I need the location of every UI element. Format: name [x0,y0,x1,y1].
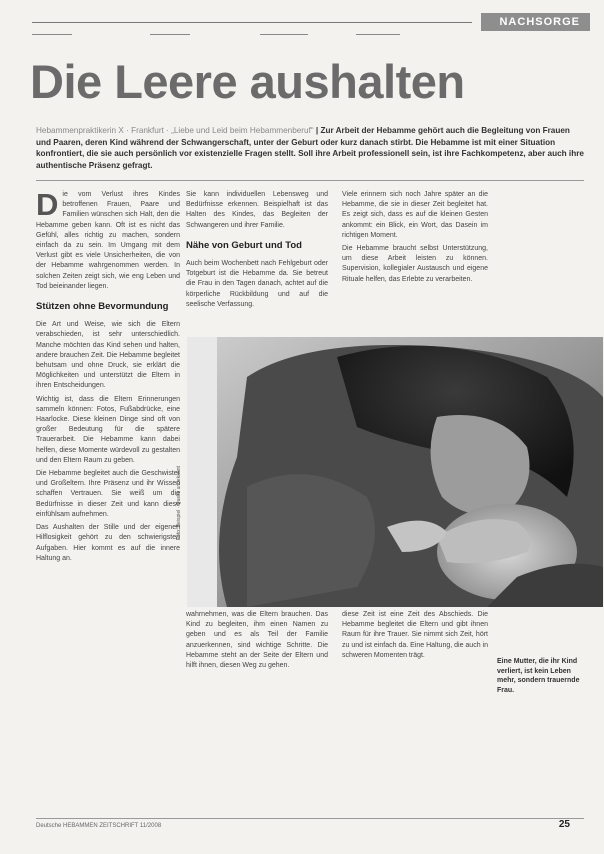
subheading: Nähe von Geburt und Tod [186,239,302,251]
article-photo [187,337,603,607]
subheading: Stützen ohne Bevormundung [36,301,169,313]
paragraph: diese Zeit ist eine Zeit des Abschieds. Die Hebamme begleitet die Eltern und gibt ihnen Raum für ihre Trauer. Sie nimmt sich Zeit, hört zu und ist einfach da. Eine Haltung, die auch in schweren Momenten trägt. [342,611,488,659]
photo-caption: Eine Mutter, die ihr Kind verliert, ist kein Leben mehr, sondern trauernde Frau. [497,658,580,694]
mother-baby-photo [187,337,603,607]
paragraph: Die Hebamme begleitet auch die Geschwister und Großeltern. Ihre Präsenz und ihr Wissen schaffen Vertrauen. Sie weiß um die Bedürfnisse in dieser Zeit und kann diese einfühlsam aufnehmen. [36,470,180,518]
paragraph: wahrnehmen, was die Eltern brauchen. Das Kind zu begleiten, ihm einen Namen zu geben und es als Teil der Familie anzuerkennen, sind wichtige Schritte. Die Hebamme steht an der Seite der Eltern und hilft ihnen, diesen Weg zu gehen. [186,611,328,670]
column-2-bottom [186,610,328,674]
column-2 [186,190,328,313]
drop-cap: D [36,187,59,222]
photo-credit: Foto: Beispiel · Quelle unbekannt [176,466,182,540]
paragraph: Viele erinnern sich noch Jahre später an die Hebamme, die sie in dieser Zeit begleitet hat. Es zeigt sich, dass es auf die kleinen Gesten ankommt: ein Blick, ein Wort, das Dasein im richtigen Moment. [342,191,488,239]
footer-rule [36,818,584,819]
column-3-bottom [342,610,488,664]
paragraph: Das Aushalten der Stille und der eigenen Hilflosigkeit gehört zu den schwierigsten Aufgaben. Hier kommt es auf die innere Haltung an. [36,524,180,562]
intro-text: Zur Arbeit der Hebamme gehört auch die Begleitung von Frauen und Paaren, deren Kind während der Schwangerschaft, unter der Geburt oder kurz danach stirbt. Die Hebamme ist mit einer Situation konfrontiert, die sie auch persönlich vor existenzielle Fragen stellt. Soll ihre Arbeit professionell sein, ist ihre Fachkompetenz, aber auch ihre authentische Präsenz gefragt. [36,126,584,170]
intro-author: Hebammenpraktikerin X · Frankfurt · „Liebe und Leid beim Hebammenberuf“ [36,126,314,135]
intro-separator: | [315,126,321,135]
article-title: Die Leere aushalten [30,55,465,108]
paragraph: Auch beim Wochenbett nach Fehlgeburt oder Totgeburt ist die Hebamme da. Sie betreut die Frau in den Tagen danach, achtet auf die körperliche Rückbildung und auf die seelische Verfassung. [186,260,328,308]
paragraph: Die Art und Weise, wie sich die Eltern verabschieden, ist sehr unterschiedlich. Manche möchten das Kind sehen und halten, andere brauchen Zeit. Die Hebamme begleitet behutsam und ohne Druck, sie erklärt die Möglichkeiten und unterstützt die Eltern in ihren Entscheidungen. [36,321,180,390]
column-1 [36,187,180,567]
footer-text: Deutsche HEBAMMEN ZEITSCHRIFT 11/2008 [36,823,162,829]
paragraph: Die Hebamme braucht selbst Unterstützung, um diese Arbeit leisten zu können. Supervision, kollegialer Austausch und eigene Rituale helfen, das Erlebte zu verarbeiten. [342,245,488,283]
page-number: 25 [558,819,570,830]
intro-rule [36,180,584,181]
paragraph: Sie kann individuellen Lebensweg und Bedürfnisse erkennen. Beispielhaft ist das Halten des Kindes, das Begleiten der Schwangeren und ihrer Familie. [186,191,328,229]
section-label: NACHSORGE [481,13,590,31]
paragraph: Wichtig ist, dass die Eltern Erinnerungen sammeln können: Fotos, Fußabdrücke, eine Haarlocke. Diese kleinen Dinge sind oft von großer Bedeutung für die spätere Trauerarbeit. Die Hebamme kann dabei helfen, diese Momente würdevoll zu gestalten und den Eltern Raum zu geben. [36,395,180,464]
paragraph-text: ie vom Verlust ihres Kindes betroffenen Frauen, Paare und Familien wünschen sich Halt, den die Hebamme geben kann. Oft ist es nicht das Gefühl, alles richtig zu machen, sondern einfach da zu sein. Im Umgang mit dem Verlust gibt es viele Unsicherheiten, die von der Hebamme wahrgenommen werden. In solchen Zeiten zeigt sich, wie eng Leben und Tod beieinander liegen. [36,191,180,290]
column-3 [342,190,488,288]
article-intro [36,125,584,171]
paragraph [36,187,180,292]
header-rule [32,22,472,23]
